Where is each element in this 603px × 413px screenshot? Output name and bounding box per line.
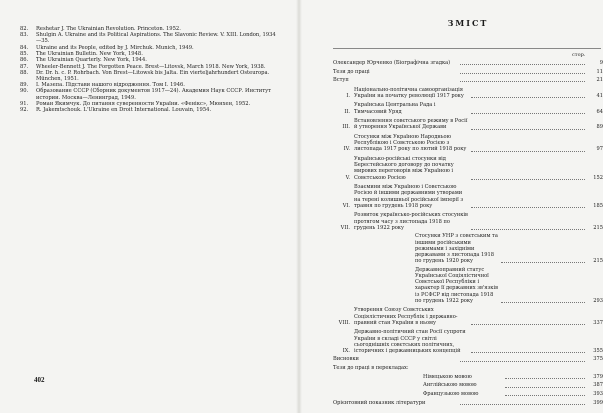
- divider: [333, 48, 601, 49]
- dot-leader: [471, 97, 586, 98]
- toc-entry-number: I.: [346, 92, 350, 99]
- reference-item: [20, 101, 280, 107]
- reference-number: 86.: [20, 57, 29, 64]
- toc-entry-title: Встановлення совєтського режиму в Росії й утворення Української Держави: [354, 118, 468, 131]
- toc-entry-page: 387: [593, 382, 603, 389]
- toc-entry-title: Утворення Союзу Совєтських Соціялістичних Республік і державно-правний стан України в ньому: [354, 307, 458, 326]
- toc-entry-title: Висновки: [333, 356, 359, 363]
- toc-entry: [333, 374, 603, 380]
- reference-text: Образование СССР (Сборник документов 1917—24). Академия Наук СССР. Институт истории. Москва—Ленинград, 1949.: [36, 88, 272, 101]
- right-page: [300, 0, 603, 413]
- toc-entry-title: Олександер Юрченко (Біографічна згадка): [333, 60, 451, 67]
- reference-text: Wheeler-Bennett J. The Forgotten Peace. Brest—Litovsk, March 1918. New York, 1938.: [36, 63, 266, 70]
- toc-entry: [333, 233, 603, 264]
- dot-leader: [460, 81, 585, 82]
- dot-leader: [471, 179, 586, 180]
- toc-entry-number: IX.: [342, 347, 350, 354]
- toc-entry-number: II.: [344, 108, 350, 115]
- reference-item: [20, 51, 280, 57]
- dot-leader: [505, 378, 585, 379]
- toc-entry-title: Державноправний статус Української Соціялістичної Совєтської Республіки і характер її державних зв'язків із РСФСР від листопада 1918 по грудень 1922 року: [415, 266, 498, 304]
- reference-item: [20, 88, 280, 100]
- dot-leader: [505, 387, 585, 388]
- reference-list: [20, 26, 280, 113]
- reference-number: 87.: [20, 63, 29, 70]
- toc-entry-number: V.: [345, 174, 350, 181]
- toc-entry-title: Українсько-російські стосунки від Берестейського договору до початку мирових переговорів між Україною і Совєтською Росією: [354, 155, 454, 181]
- toc-entry: [333, 102, 603, 114]
- toc-entry-title: Українська Центральна Рада і Тимчасовий Уряд: [354, 102, 436, 115]
- reference-number: 92.: [20, 107, 29, 114]
- reference-number: 88.: [20, 69, 29, 76]
- toc-title: ЗМІСТ: [447, 18, 489, 28]
- reference-text: І. Мазепа. Підстави нашого відродження. Том I. 1946.: [36, 82, 185, 89]
- toc-entry: [333, 329, 603, 354]
- reference-number: 84.: [20, 44, 29, 51]
- dot-leader: [460, 404, 585, 405]
- toc-entry: [333, 77, 603, 83]
- toc-entry: [333, 87, 603, 99]
- reference-text: Reshetar J. The Ukrainian Revolution. Princeton. 1952.: [36, 26, 181, 32]
- toc-entry: [333, 212, 603, 231]
- toc-entry-page: 64: [596, 108, 603, 115]
- table-of-contents: [333, 58, 603, 406]
- reference-number: 85.: [20, 50, 29, 57]
- dot-leader: [460, 361, 585, 362]
- toc-entry-page: 215: [593, 224, 603, 231]
- toc-entry-title: Взаємини між Україною і Совєтською Росією й іншими державними утворами на терені колишньої російської імперії з травня по грудень 1918 року: [354, 184, 464, 209]
- toc-entry-page: 9: [599, 60, 603, 67]
- toc-entry-page: 97: [596, 146, 603, 153]
- reference-item: [20, 64, 280, 70]
- toc-entry-title: Стосунки УНР з совєтським та іншими російськими режимами і західніми державами з листопада 1918 по грудень 1920 року: [415, 233, 498, 265]
- toc-entry-title: Національно-політична самоорганізація України на початку революції 1917 року: [354, 86, 464, 99]
- reference-item: [20, 32, 280, 44]
- toc-entry-title: Тези до праці в перекладах:: [333, 364, 409, 371]
- dot-leader: [471, 324, 586, 325]
- toc-entry-number: VIII.: [338, 319, 350, 326]
- toc-entry-page: 185: [593, 202, 603, 209]
- toc-entry: [333, 382, 603, 388]
- toc-entry-page: 399: [593, 399, 603, 406]
- dot-leader: [471, 352, 586, 353]
- toc-entry-title: Стосунки між Україною Народньою Республікою і Совєтською Росією з листопада 1917 року по лютий 1918 року: [354, 133, 467, 153]
- reference-item: [20, 57, 280, 63]
- reference-text: The Ukrainian Quarterly. New York, 1944.: [36, 57, 147, 64]
- page-column-header: стор.: [572, 52, 586, 58]
- reference-text: R. Jakemtschouk. L'Ukraine en Droit International. Louvain, 1954.: [36, 107, 212, 114]
- toc-entry: [333, 391, 603, 397]
- toc-entry: [333, 267, 603, 304]
- toc-entry-title: Тези до праці: [333, 68, 370, 75]
- reference-item: [20, 45, 280, 51]
- left-page: [0, 0, 298, 413]
- toc-entry-title: Німецькою мовою: [423, 373, 472, 380]
- dot-leader: [501, 302, 585, 303]
- reference-number: 90.: [20, 88, 29, 95]
- toc-entry-title: Орієнтовний показник літератури: [333, 399, 426, 406]
- toc-entry-title: Розвиток українсько-російських стосунків протягом часу з листопада 1918 по грудень 1922 року: [354, 212, 468, 231]
- reference-number: 82.: [20, 26, 29, 32]
- toc-entry-page: 21: [596, 76, 603, 83]
- dot-leader: [501, 262, 585, 263]
- reference-number: 89.: [20, 82, 29, 89]
- toc-entry-page: 337: [593, 319, 603, 326]
- dot-leader: [471, 151, 586, 152]
- dot-leader: [471, 113, 586, 114]
- toc-entry-page: 355: [593, 347, 603, 354]
- toc-entry-page: 393: [593, 391, 603, 398]
- dot-leader: [460, 73, 585, 74]
- reference-text: Ukraine and its People, edited by J. Mirchuk. Munich, 1949.: [36, 44, 194, 51]
- toc-entry-page: 215: [593, 258, 603, 265]
- toc-entry-page: 41: [596, 92, 603, 99]
- toc-entry-page: 379: [593, 373, 603, 380]
- toc-entry: [333, 400, 603, 406]
- toc-entry-number: IV.: [343, 146, 350, 153]
- toc-entry-title: Французькою мовою: [423, 391, 479, 398]
- toc-entry-title: Англійською мовою: [423, 382, 477, 389]
- dot-leader: [471, 129, 586, 130]
- reference-text: Роман Якимчук. До питання суверенности України. «Фенікс», Мюнхен, 1952.: [36, 100, 251, 107]
- reference-text: Dr. Dr. h. c. P. Rohrbach. Von Brest—Litowsk bis Jalta. Ein vierteljahrhundert Osteuropa. München, 1951.: [36, 69, 270, 82]
- toc-entry-number: VI.: [342, 202, 350, 209]
- toc-entry-page: 375: [593, 356, 603, 363]
- toc-entry-page: 152: [593, 174, 603, 181]
- reference-item: [20, 70, 280, 82]
- toc-entry: [333, 60, 603, 66]
- toc-entry: [333, 156, 603, 181]
- toc-entry-page: 11: [596, 68, 603, 75]
- dot-leader: [471, 229, 586, 230]
- toc-entry: [333, 118, 603, 130]
- toc-entry: [333, 356, 603, 362]
- reference-text: The Ukrainian Bulletin. New York, 1948.: [36, 50, 143, 57]
- dot-leader: [460, 64, 585, 65]
- reference-number: 91.: [20, 100, 29, 107]
- reference-number: 83.: [20, 32, 29, 39]
- reference-item: [20, 26, 280, 32]
- toc-entry: [333, 184, 603, 209]
- toc-entry: [333, 69, 603, 75]
- page-number: 402: [34, 376, 45, 384]
- reference-item: [20, 107, 280, 113]
- toc-entry-page: 293: [593, 297, 603, 304]
- reference-text: Shulgin A. Ukraine and its Political Aspirations. The Slavonic Review. V. XIII. London, 1934—35.: [36, 32, 276, 45]
- toc-entry: [333, 365, 603, 371]
- dot-leader: [471, 207, 586, 208]
- toc-entry-page: 89: [596, 124, 603, 131]
- toc-entry-number: III.: [342, 124, 350, 131]
- toc-entry-title: Вступ: [333, 76, 349, 83]
- toc-entry-number: VII.: [340, 224, 350, 231]
- toc-entry: [333, 307, 603, 326]
- toc-entry-title: Державно-політичний стан Росії супроти України в складі СССР у світлі сьогоднішніх совєтських політичних, історичних і державницьких концепцій: [354, 329, 466, 354]
- toc-entry: [333, 134, 603, 153]
- dot-leader: [505, 395, 585, 396]
